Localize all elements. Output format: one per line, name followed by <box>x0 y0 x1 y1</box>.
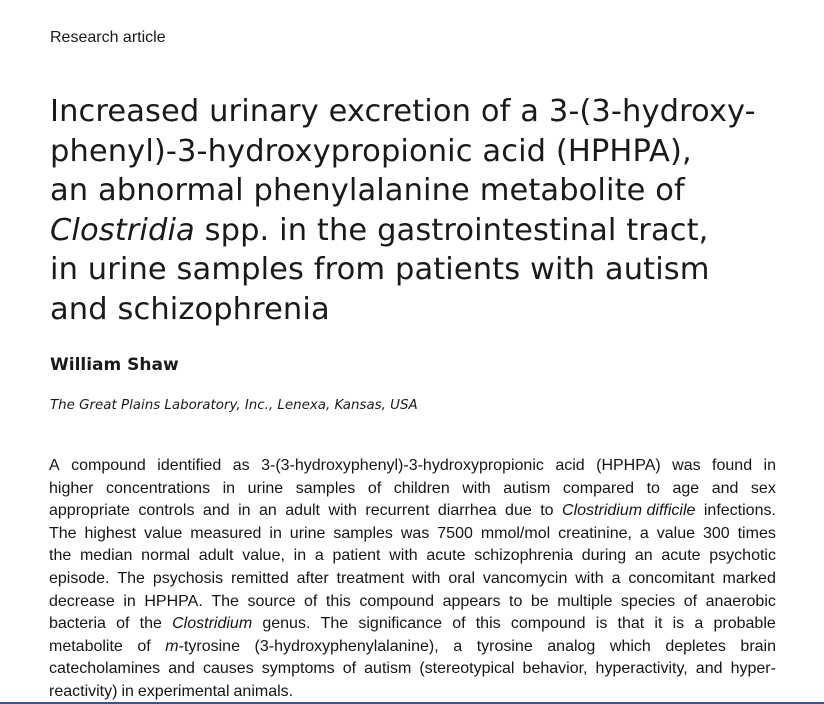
abstract-word: and <box>202 502 230 520</box>
abstract-word: episode. <box>49 569 110 587</box>
abstract-word: of <box>452 615 466 633</box>
abstract-word: The <box>211 592 239 610</box>
abstract-line <box>49 455 776 478</box>
abstract-word: bacteria <box>49 615 106 633</box>
abstract-word: this <box>475 615 501 633</box>
abstract-word: age <box>672 479 700 497</box>
abstract-word: an <box>634 547 653 565</box>
abstract-word: autism <box>364 660 412 678</box>
abstract-line <box>49 500 776 523</box>
abstract-word: value <box>144 524 183 542</box>
abstract-word: multiple <box>557 592 613 610</box>
title-line-6: and schizophrenia <box>50 291 330 327</box>
section-label: Research article <box>50 29 166 46</box>
abstract-line <box>49 591 776 614</box>
abstract-word: identified <box>157 457 222 474</box>
abstract-word: experimental <box>137 682 230 700</box>
abstract-word: samples <box>333 524 393 542</box>
abstract-word: depletes <box>665 637 726 655</box>
abstract-word: appropriate <box>49 502 130 520</box>
abstract-word: times <box>737 524 776 542</box>
abstract-word: of <box>367 479 382 497</box>
abstract-word: schizophrenia <box>474 547 573 565</box>
abstract-word: Clostridium <box>172 615 253 633</box>
abstract-word: was <box>400 524 430 542</box>
title-line-5: in urine samples from patients with autism <box>50 252 710 287</box>
abstract-word: urine <box>247 479 284 497</box>
abstract-word: median <box>79 547 133 565</box>
abstract-word: after <box>296 569 329 587</box>
abstract-word: patient <box>332 547 381 565</box>
abstract-word: which <box>609 637 651 655</box>
abstract-word: appears <box>442 592 501 610</box>
abstract-word: in <box>763 457 776 474</box>
abstract-word: hyper- <box>730 660 776 678</box>
abstract-word: recurrent <box>365 502 430 520</box>
abstract-line <box>49 681 776 704</box>
abstract <box>49 455 776 704</box>
abstract-word: concentrations <box>106 479 211 497</box>
abstract-word: a <box>314 547 324 565</box>
abstract-word: to <box>540 502 554 520</box>
abstract-word: 7500 <box>437 524 473 542</box>
abstract-word: adult <box>285 502 320 520</box>
abstract-word: metabolite <box>49 637 123 655</box>
abstract-word: anaerobic <box>705 592 776 610</box>
abstract-word: symptoms <box>261 660 335 678</box>
abstract-word: of <box>342 660 357 678</box>
abstract-word: marked <box>722 569 776 587</box>
abstract-word: value, <box>242 547 285 565</box>
abstract-word: controls <box>138 502 195 520</box>
abstract-word: behavior, <box>522 660 588 678</box>
abstract-word: compared <box>562 479 635 497</box>
abstract-line <box>49 523 776 546</box>
abstract-word: source <box>247 592 296 610</box>
abstract-word: due <box>505 502 532 520</box>
abstract-word: in <box>123 592 136 610</box>
abstract-word: a <box>611 569 621 587</box>
abstract-word: reactivity) <box>49 682 118 700</box>
abstract-word: of <box>304 592 318 610</box>
abstract-word: creatinine, <box>558 524 632 542</box>
abstract-word: vancomycin <box>482 569 568 587</box>
abstract-word: as <box>232 457 250 474</box>
abstract-word: acute <box>426 547 466 565</box>
abstract-word: 300 <box>702 524 730 542</box>
abstract-word: the <box>139 615 162 633</box>
title-line-4 <box>50 211 790 251</box>
abstract-word: to <box>509 592 523 610</box>
abstract-word: found <box>712 457 753 474</box>
abstract-word: autism <box>503 479 551 497</box>
abstract-word: The <box>117 569 145 587</box>
abstract-word: a <box>639 524 649 542</box>
abstract-word: with <box>328 502 357 520</box>
abstract-word: acid <box>555 457 585 474</box>
abstract-word: the <box>49 547 72 565</box>
abstract-word: was <box>672 457 701 474</box>
abstract-word: value <box>656 524 695 542</box>
abstract-word: in <box>121 682 134 700</box>
abstract-word: with <box>389 547 418 565</box>
title-line-3: an abnormal phenylalanine metabolite of <box>50 173 685 208</box>
abstract-word: of <box>116 615 130 633</box>
author-name: William Shaw <box>50 355 179 375</box>
abstract-word: in <box>269 524 282 542</box>
abstract-word: treatment <box>336 569 405 587</box>
abstract-word: an <box>259 502 277 520</box>
abstract-word: normal <box>141 547 191 565</box>
abstract-word: a <box>694 615 704 633</box>
abstract-word: and <box>168 660 195 678</box>
abstract-word: psychosis <box>152 569 224 587</box>
abstract-line <box>49 545 776 568</box>
abstract-word: sex <box>750 479 776 497</box>
abstract-word: of <box>683 592 698 610</box>
abstract-line <box>49 613 776 636</box>
abstract-word: and <box>711 479 739 497</box>
abstract-line <box>49 478 776 501</box>
abstract-word: a <box>453 637 463 655</box>
abstract-word: tyrosine <box>476 637 533 655</box>
abstract-word: higher <box>49 479 94 497</box>
abstract-line <box>49 636 776 659</box>
abstract-word: oral <box>448 569 475 587</box>
abstract-word: mmol/mol <box>480 524 551 542</box>
abstract-word: be <box>530 592 549 610</box>
abstract-word: it <box>654 615 663 633</box>
abstract-word: m-tyrosine <box>165 637 240 655</box>
abstract-word: remitted <box>230 569 289 587</box>
title-line-4-rest: spp. in the gastrointestinal tract, <box>194 212 709 248</box>
author-affiliation: The Great Plains Laboratory, Inc., Lenexa, Kansas, USA <box>50 398 418 413</box>
abstract-line <box>49 568 776 591</box>
abstract-word: with <box>462 479 491 497</box>
abstract-word: with <box>575 569 604 587</box>
abstract-word: (3-hydroxyphenylalanine), <box>254 637 439 655</box>
abstract-word: hyperactivity, <box>595 660 688 678</box>
abstract-word: acute <box>661 547 701 565</box>
abstract-word: genus. <box>262 615 311 633</box>
abstract-word: children <box>393 479 450 497</box>
abstract-word: and <box>695 660 723 678</box>
abstract-word: in <box>238 502 251 520</box>
abstract-word: catecholamines <box>49 660 161 678</box>
abstract-word: in <box>293 547 307 565</box>
abstract-word: The <box>320 615 349 633</box>
abstract-word: compound <box>71 457 146 474</box>
abstract-word: adult <box>198 547 234 565</box>
abstract-word: compound <box>359 592 435 610</box>
abstract-word: this <box>325 592 351 610</box>
abstract-word: animals. <box>233 682 294 700</box>
abstract-word: A <box>49 457 60 474</box>
abstract-word: highest <box>84 524 137 542</box>
abstract-word: samples <box>295 479 356 497</box>
abstract-word: infections. <box>703 502 776 520</box>
abstract-word: of <box>137 637 151 655</box>
abstract-word: brain <box>740 637 776 655</box>
title-line-2: phenyl)-3-hydroxypropionic acid (HPHPA), <box>50 133 692 169</box>
abstract-word: Clostridium difficile <box>562 502 696 520</box>
abstract-word: The <box>49 524 77 542</box>
abstract-word: concomitant <box>628 569 715 587</box>
abstract-word: significance <box>358 615 442 633</box>
abstract-word: is <box>595 615 608 633</box>
abstract-word: compound <box>510 615 586 633</box>
abstract-word: (HPHPA) <box>596 457 661 474</box>
abstract-word: diarrhea <box>437 502 497 520</box>
abstract-word: 3-(3-hydroxyphenyl)-3-hydroxypropionic <box>261 457 544 474</box>
title-italic-genus: Clostridia <box>50 212 195 248</box>
abstract-word: measured <box>190 524 262 542</box>
abstract-word: is <box>672 615 685 633</box>
article-title <box>50 92 790 329</box>
abstract-word: urine <box>289 524 326 542</box>
abstract-word: with <box>411 569 441 587</box>
abstract-word: psychotic <box>709 547 776 565</box>
abstract-word: decrease <box>49 592 115 610</box>
abstract-word: to <box>646 479 660 497</box>
abstract-word: in <box>222 479 236 497</box>
abstract-word: species <box>620 592 676 610</box>
abstract-word: during <box>581 547 627 565</box>
title-line-1: Increased urinary excretion of a 3-(3-hydroxy- <box>50 94 756 129</box>
abstract-line <box>49 658 776 681</box>
abstract-word: that <box>617 615 645 633</box>
abstract-word: probable <box>713 615 776 633</box>
abstract-word: (stereotypical <box>419 660 515 678</box>
abstract-word: causes <box>203 660 254 678</box>
abstract-word: HPHPA. <box>144 592 203 610</box>
abstract-word: analog <box>547 637 596 655</box>
